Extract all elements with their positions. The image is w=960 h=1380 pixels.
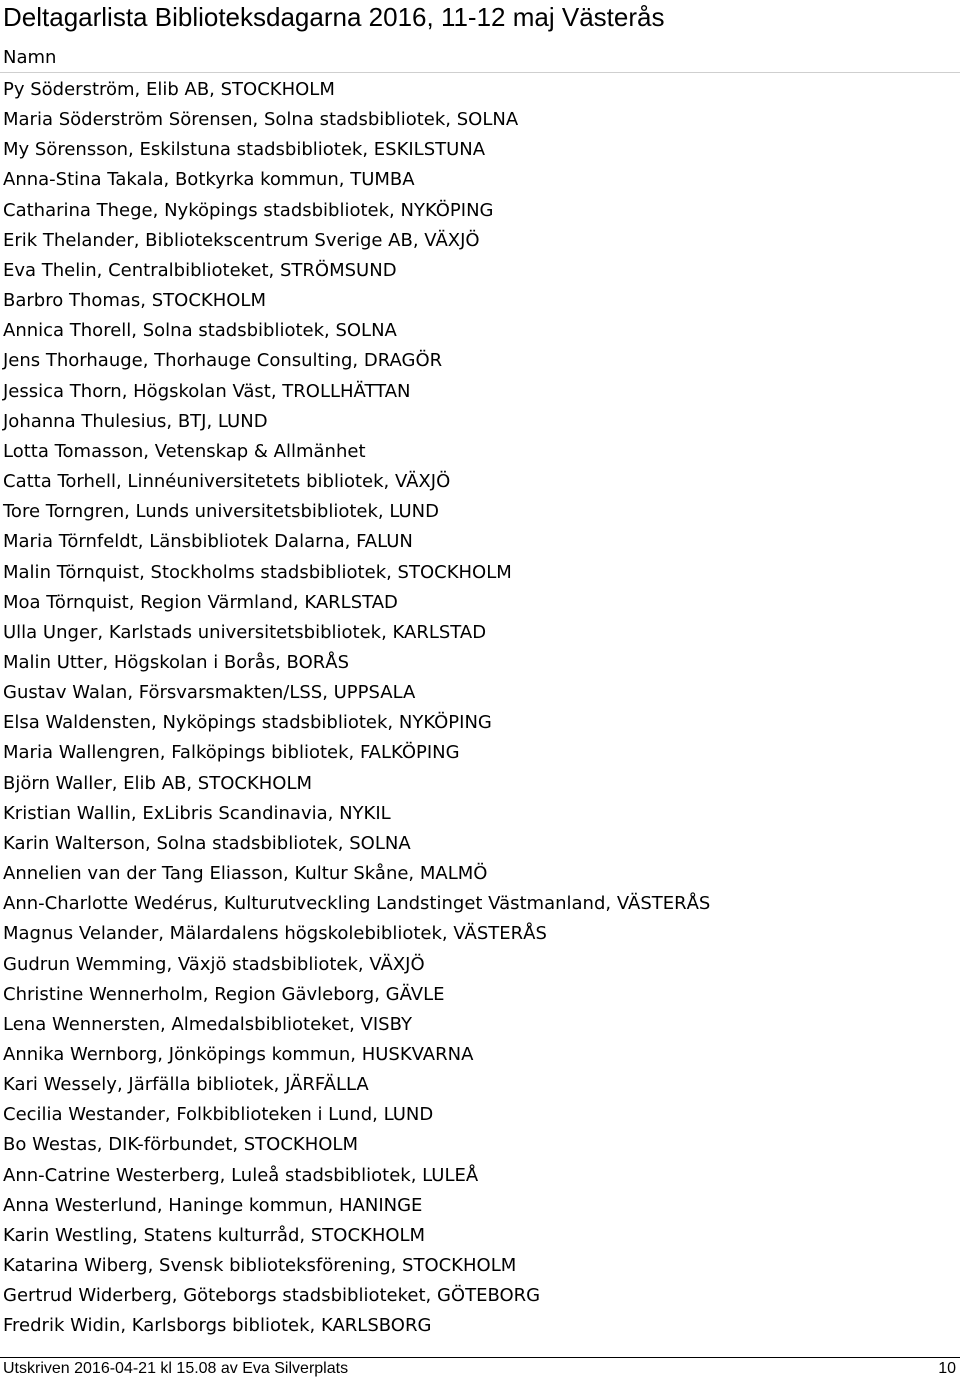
- participant-row: Maria Söderström Sörensen, Solna stadsbibliotek, SOLNA: [3, 109, 519, 131]
- participant-row: Malin Utter, Högskolan i Borås, BORÅS: [3, 651, 349, 673]
- participant-row: Anna Westerlund, Haninge kommun, HANINGE: [3, 1194, 423, 1216]
- participant-list: [3, 75, 710, 1342]
- participant-row: Ann-Charlotte Wedérus, Kulturutveckling Landstinget Västmanland, VÄSTERÅS: [3, 893, 711, 915]
- participant-row: Jens Thorhauge, Thorhauge Consulting, DRAGÖR: [3, 350, 443, 372]
- participant-row: Elsa Waldensten, Nyköpings stadsbibliotek, NYKÖPING: [3, 712, 492, 734]
- participant-row: Fredrik Widin, Karlsborgs bibliotek, KARLSBORG: [3, 1315, 432, 1337]
- participant-row: Maria Törnfeldt, Länsbibliotek Dalarna, FALUN: [3, 531, 413, 553]
- participant-row: Anna-Stina Takala, Botkyrka kommun, TUMBA: [3, 169, 415, 191]
- participant-row: My Sörensson, Eskilstuna stadsbibliotek, ESKILSTUNA: [3, 139, 486, 161]
- participant-row: Eva Thelin, Centralbiblioteket, STRÖMSUND: [3, 259, 397, 281]
- participant-row: Ulla Unger, Karlstads universitetsbibliotek, KARLSTAD: [3, 621, 487, 643]
- participant-row: Annelien van der Tang Eliasson, Kultur Skåne, MALMÖ: [3, 863, 488, 885]
- footer-printed-info: Utskriven 2016-04-21 kl 15.08 av Eva Silverplats: [3, 1360, 349, 1377]
- participant-row: Maria Wallengren, Falköpings bibliotek, FALKÖPING: [3, 742, 460, 764]
- participant-row: Catta Torhell, Linnéuniversitetets bibliotek, VÄXJÖ: [3, 471, 451, 493]
- participant-row: Jessica Thorn, Högskolan Väst, TROLLHÄTTAN: [3, 380, 411, 402]
- participant-row: Moa Törnquist, Region Värmland, KARLSTAD: [3, 591, 398, 613]
- participant-row: Björn Waller, Elib AB, STOCKHOLM: [3, 772, 313, 794]
- participant-row: Katarina Wiberg, Svensk biblioteksförening, STOCKHOLM: [3, 1255, 517, 1277]
- participant-row: Christine Wennerholm, Region Gävleborg, GÄVLE: [3, 983, 445, 1005]
- participant-row: Bo Westas, DIK-förbundet, STOCKHOLM: [3, 1134, 358, 1156]
- participant-row: Karin Walterson, Solna stadsbibliotek, SOLNA: [3, 832, 411, 854]
- participant-row: Annika Wernborg, Jönköpings kommun, HUSKVARNA: [3, 1044, 474, 1065]
- participant-row: Kristian Wallin, ExLibris Scandinavia, NYKIL: [3, 802, 391, 824]
- participant-row: Malin Törnquist, Stockholms stadsbibliotek, STOCKHOLM: [3, 561, 512, 583]
- participant-row: Tore Torngren, Lunds universitetsbibliotek, LUND: [3, 501, 439, 523]
- participant-row: Annica Thorell, Solna stadsbibliotek, SOLNA: [3, 320, 397, 342]
- participant-row: Catharina Thege, Nyköpings stadsbibliotek, NYKÖPING: [3, 199, 494, 221]
- footer-divider: [0, 1357, 960, 1358]
- header-divider: [0, 72, 960, 73]
- participant-row: Gudrun Wemming, Växjö stadsbibliotek, VÄXJÖ: [3, 953, 425, 975]
- participant-row: Lotta Tomasson, Vetenskap & Allmänhet: [3, 440, 366, 462]
- participant-row: Gertrud Widerberg, Göteborgs stadsbiblioteket, GÖTEBORG: [3, 1285, 541, 1307]
- participant-row: Lena Wennersten, Almedalsbiblioteket, VISBY: [3, 1013, 412, 1035]
- participant-row: Py Söderström, Elib AB, STOCKHOLM: [3, 79, 335, 100]
- participant-row: Karin Westling, Statens kulturråd, STOCKHOLM: [3, 1224, 426, 1246]
- participant-row: Barbro Thomas, STOCKHOLM: [3, 290, 266, 312]
- participant-row: Kari Wessely, Järfälla bibliotek, JÄRFÄLLA: [3, 1074, 369, 1096]
- participant-row: Johanna Thulesius, BTJ, LUND: [3, 410, 268, 432]
- page-number: 10: [938, 1360, 956, 1377]
- participant-row: Erik Thelander, Bibliotekscentrum Sverige AB, VÄXJÖ: [3, 229, 480, 251]
- column-header-name: Namn: [3, 47, 57, 68]
- participant-row: Ann-Catrine Westerberg, Luleå stadsbibliotek, LULEÅ: [3, 1164, 479, 1186]
- participant-row: Gustav Walan, Försvarsmakten/LSS, UPPSALA: [3, 682, 416, 704]
- document-title: Deltagarlista Biblioteksdagarna 2016, 11-12 maj Västerås: [3, 2, 665, 32]
- participant-row: Magnus Velander, Mälardalens högskolebibliotek, VÄSTERÅS: [3, 923, 547, 945]
- participant-row: Cecilia Westander, Folkbiblioteken i Lund, LUND: [3, 1104, 434, 1126]
